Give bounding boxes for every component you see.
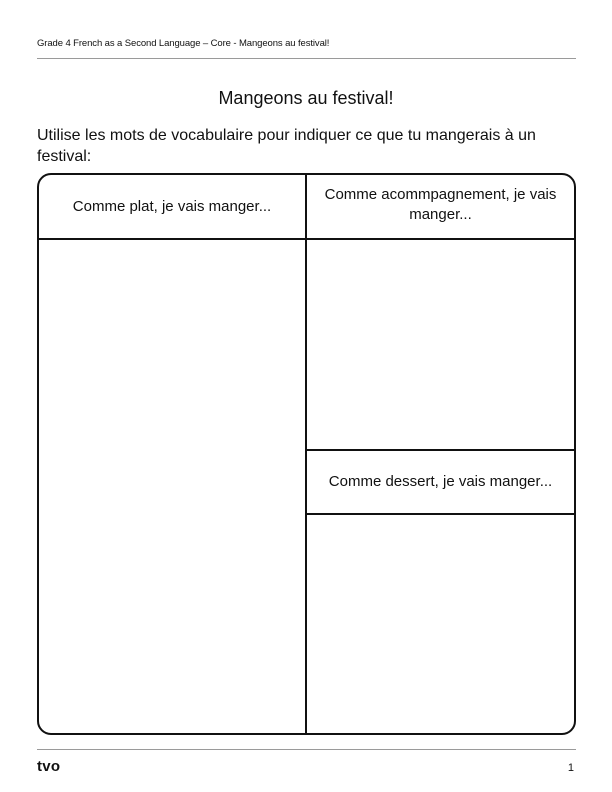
footer-divider <box>37 749 576 750</box>
side-dish-heading-label: Comme acommpagnement, je vais manger... <box>324 185 557 223</box>
side-dish-answer-area[interactable] <box>307 240 574 449</box>
page-title: Mangeons au festival! <box>218 88 394 108</box>
dessert-heading <box>307 451 574 513</box>
header-divider <box>37 58 576 59</box>
document-header: Grade 4 French as a Second Language – Core - Mangeons au festival! <box>37 38 330 49</box>
dessert-heading-label: Comme dessert, je vais manger... <box>328 473 553 490</box>
side-dish-heading <box>307 175 574 238</box>
main-dish-heading <box>39 175 305 238</box>
instructions-text: Utilise les mots de vocabulaire pour indiquer ce que tu mangerais à un festival: <box>37 127 536 165</box>
page-number: 1 <box>567 762 574 774</box>
main-dish-heading-label: Comme plat, je vais manger... <box>72 197 272 215</box>
main-dish-answer-area[interactable] <box>39 240 305 733</box>
food-chart <box>37 173 576 735</box>
dessert-answer-area[interactable] <box>307 515 574 733</box>
tvo-logo: tvo <box>37 758 61 775</box>
